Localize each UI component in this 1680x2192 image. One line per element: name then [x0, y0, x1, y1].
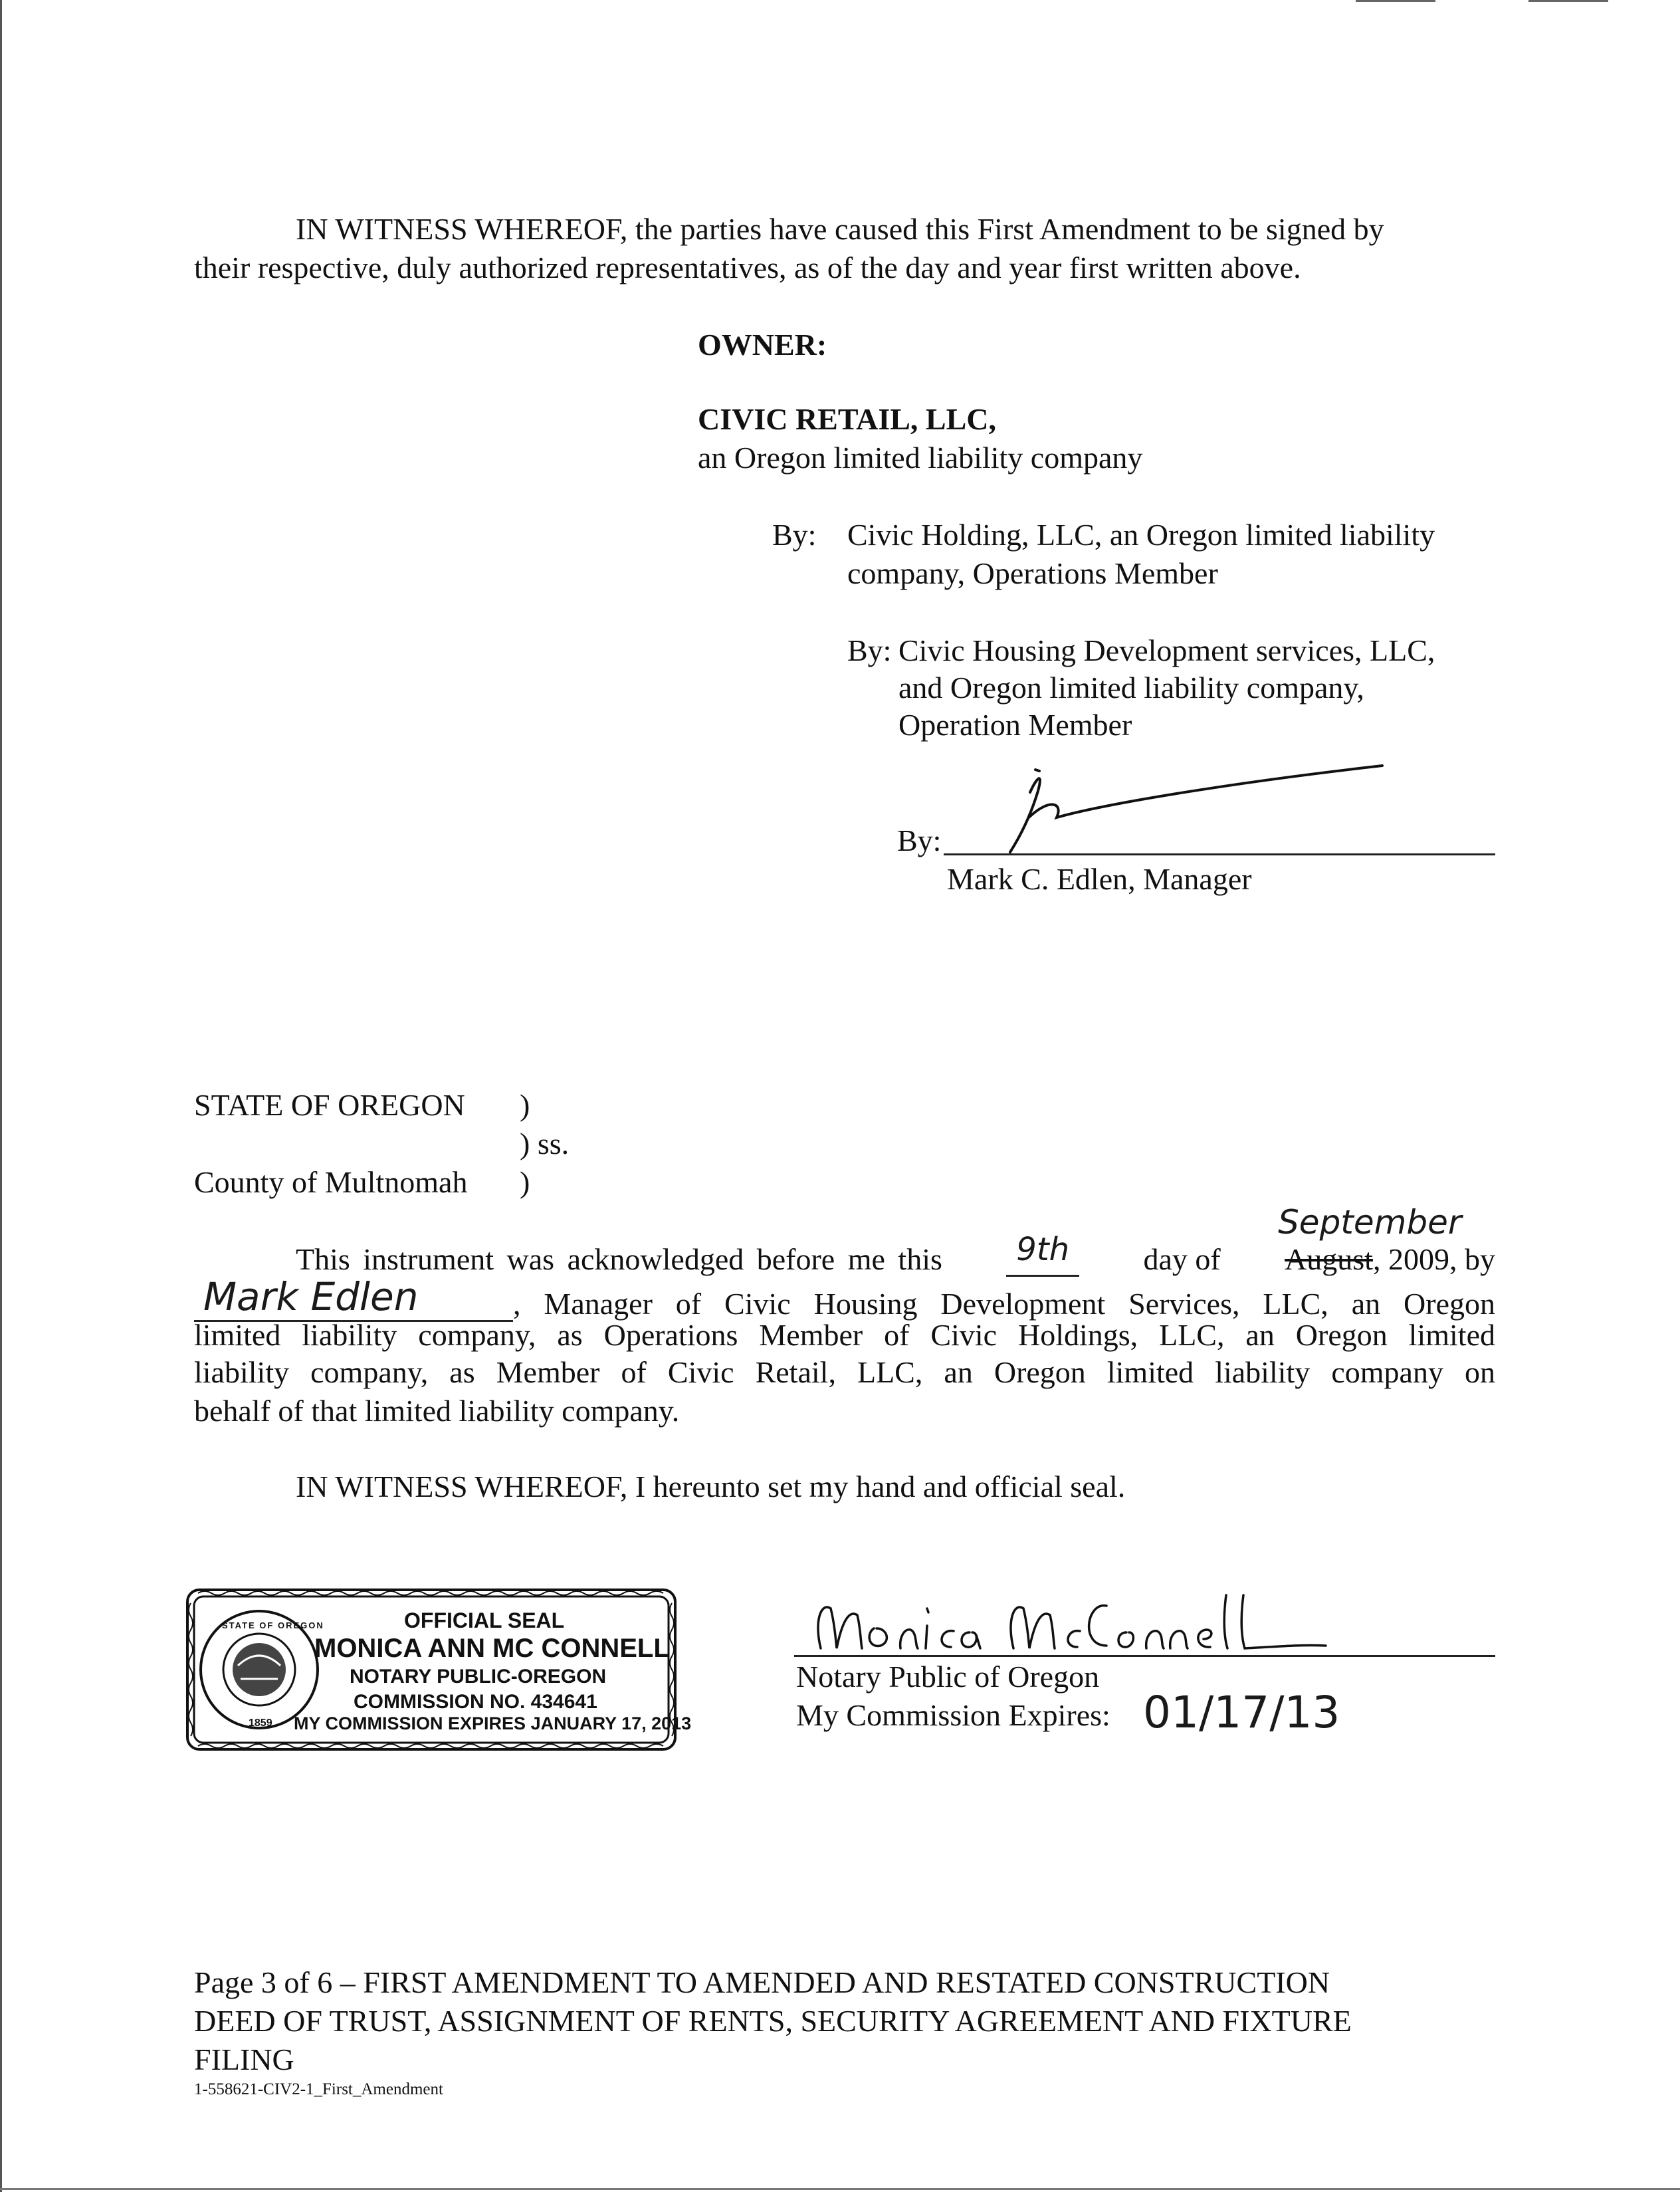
- notary-expires-handwritten: 01/17/13: [1143, 1687, 1340, 1738]
- ack-month: [1278, 1203, 1495, 1276]
- footer-docid: 1-558621-CIV2-1_First_Amendment: [194, 2080, 443, 2098]
- witness-line-2: their respective, duly authorized representatives, as of the day and year first written above.: [194, 251, 1301, 284]
- witness-line-1: IN WITNESS WHEREOF, the parties have caused this First Amendment to be signed by: [296, 212, 1384, 246]
- ack-line-3: limited liability company, as Operations Member of Civic Holdings, LLC, an Oregon limited: [194, 1318, 1495, 1352]
- owner-company-desc: an Oregon limited liability company: [698, 441, 1143, 475]
- ack-text-b: day of: [1143, 1242, 1221, 1276]
- ack-line-2: [194, 1274, 1495, 1322]
- ack-day-handwritten: 9th: [1016, 1231, 1070, 1268]
- scan-edge-left: [0, 0, 2, 2192]
- ack-text-a: This instrument was acknowledged before me this: [296, 1242, 942, 1276]
- footer-line-1: Page 3 of 6 – FIRST AMENDMENT TO AMENDED AND RESTATED CONSTRUCTION: [194, 1965, 1330, 1999]
- by2-line-2: and Oregon limited liability company,: [898, 671, 1364, 705]
- ack-line-4: liability company, as Member of Civic Retail, LLC, an Oregon limited liability company on: [194, 1355, 1495, 1389]
- by1-line-1: Civic Holding, LLC, an Oregon limited liability: [847, 518, 1435, 552]
- seal-title: OFFICIAL SEAL: [404, 1608, 565, 1632]
- scan-edge-bottom: [0, 2188, 1680, 2190]
- by3-label: By:: [897, 823, 942, 857]
- venue-state: STATE OF OREGON: [194, 1088, 465, 1122]
- seal-role: NOTARY PUBLIC-OREGON: [350, 1666, 607, 1688]
- seal-emblem-year: 1859: [249, 1717, 272, 1729]
- ack-name-blank: [194, 1274, 513, 1322]
- ack-name-handwritten: Mark Edlen: [203, 1274, 419, 1319]
- notary-expires-label: My Commission Expires:: [796, 1698, 1110, 1732]
- ack-text-c: , 2009, by: [1372, 1242, 1495, 1276]
- seal-name: MONICA ANN MC CONNELL: [314, 1634, 670, 1663]
- ack-month-struck: August: [1285, 1242, 1373, 1276]
- owner-company: CIVIC RETAIL, LLC,: [698, 402, 997, 436]
- seal-commission: COMMISSION NO. 434641: [354, 1691, 597, 1713]
- witness2: IN WITNESS WHEREOF, I hereunto set my hand and official seal.: [296, 1470, 1126, 1503]
- by1-label: By:: [772, 518, 817, 552]
- scan-mark-top-1: [1356, 0, 1435, 2]
- ack-day-blank: [1006, 1231, 1079, 1277]
- venue-paren-1: ): [520, 1088, 530, 1122]
- ack-line-1: [296, 1203, 1495, 1277]
- notary-seal: [185, 1587, 692, 1752]
- ack-month-handwritten: September: [1278, 1203, 1462, 1242]
- by2-line-1: Civic Housing Development services, LLC,: [898, 633, 1435, 667]
- ack-line-2-text: , Manager of Civic Housing Development Services, LLC, an Oregon: [513, 1287, 1495, 1321]
- seal-expires: MY COMMISSION EXPIRES JANUARY 17, 2013: [294, 1713, 692, 1733]
- seal-emblem-top: STATE OF OREGON: [222, 1620, 324, 1630]
- notary-signature: [794, 1582, 1392, 1662]
- by2-label: By:: [847, 633, 892, 667]
- owner-signer-name: Mark C. Edlen, Manager: [947, 862, 1252, 896]
- venue-county: County of Multnomah: [194, 1165, 468, 1199]
- by1-line-2: company, Operations Member: [847, 556, 1218, 590]
- owner-signature: [950, 751, 1402, 857]
- owner-heading: OWNER:: [698, 328, 827, 362]
- footer-line-2: DEED OF TRUST, ASSIGNMENT OF RENTS, SECURITY AGREEMENT AND FIXTURE: [194, 2004, 1352, 2038]
- notary-label: Notary Public of Oregon: [796, 1660, 1100, 1694]
- scan-mark-top-2: [1528, 0, 1608, 2]
- venue-paren-3: ): [520, 1165, 530, 1199]
- footer-line-3: FILING: [194, 2042, 294, 2076]
- venue-ss: ) ss.: [520, 1127, 570, 1160]
- ack-line-5: behalf of that limited liability company.: [194, 1394, 680, 1428]
- by2-line-3: Operation Member: [898, 708, 1132, 742]
